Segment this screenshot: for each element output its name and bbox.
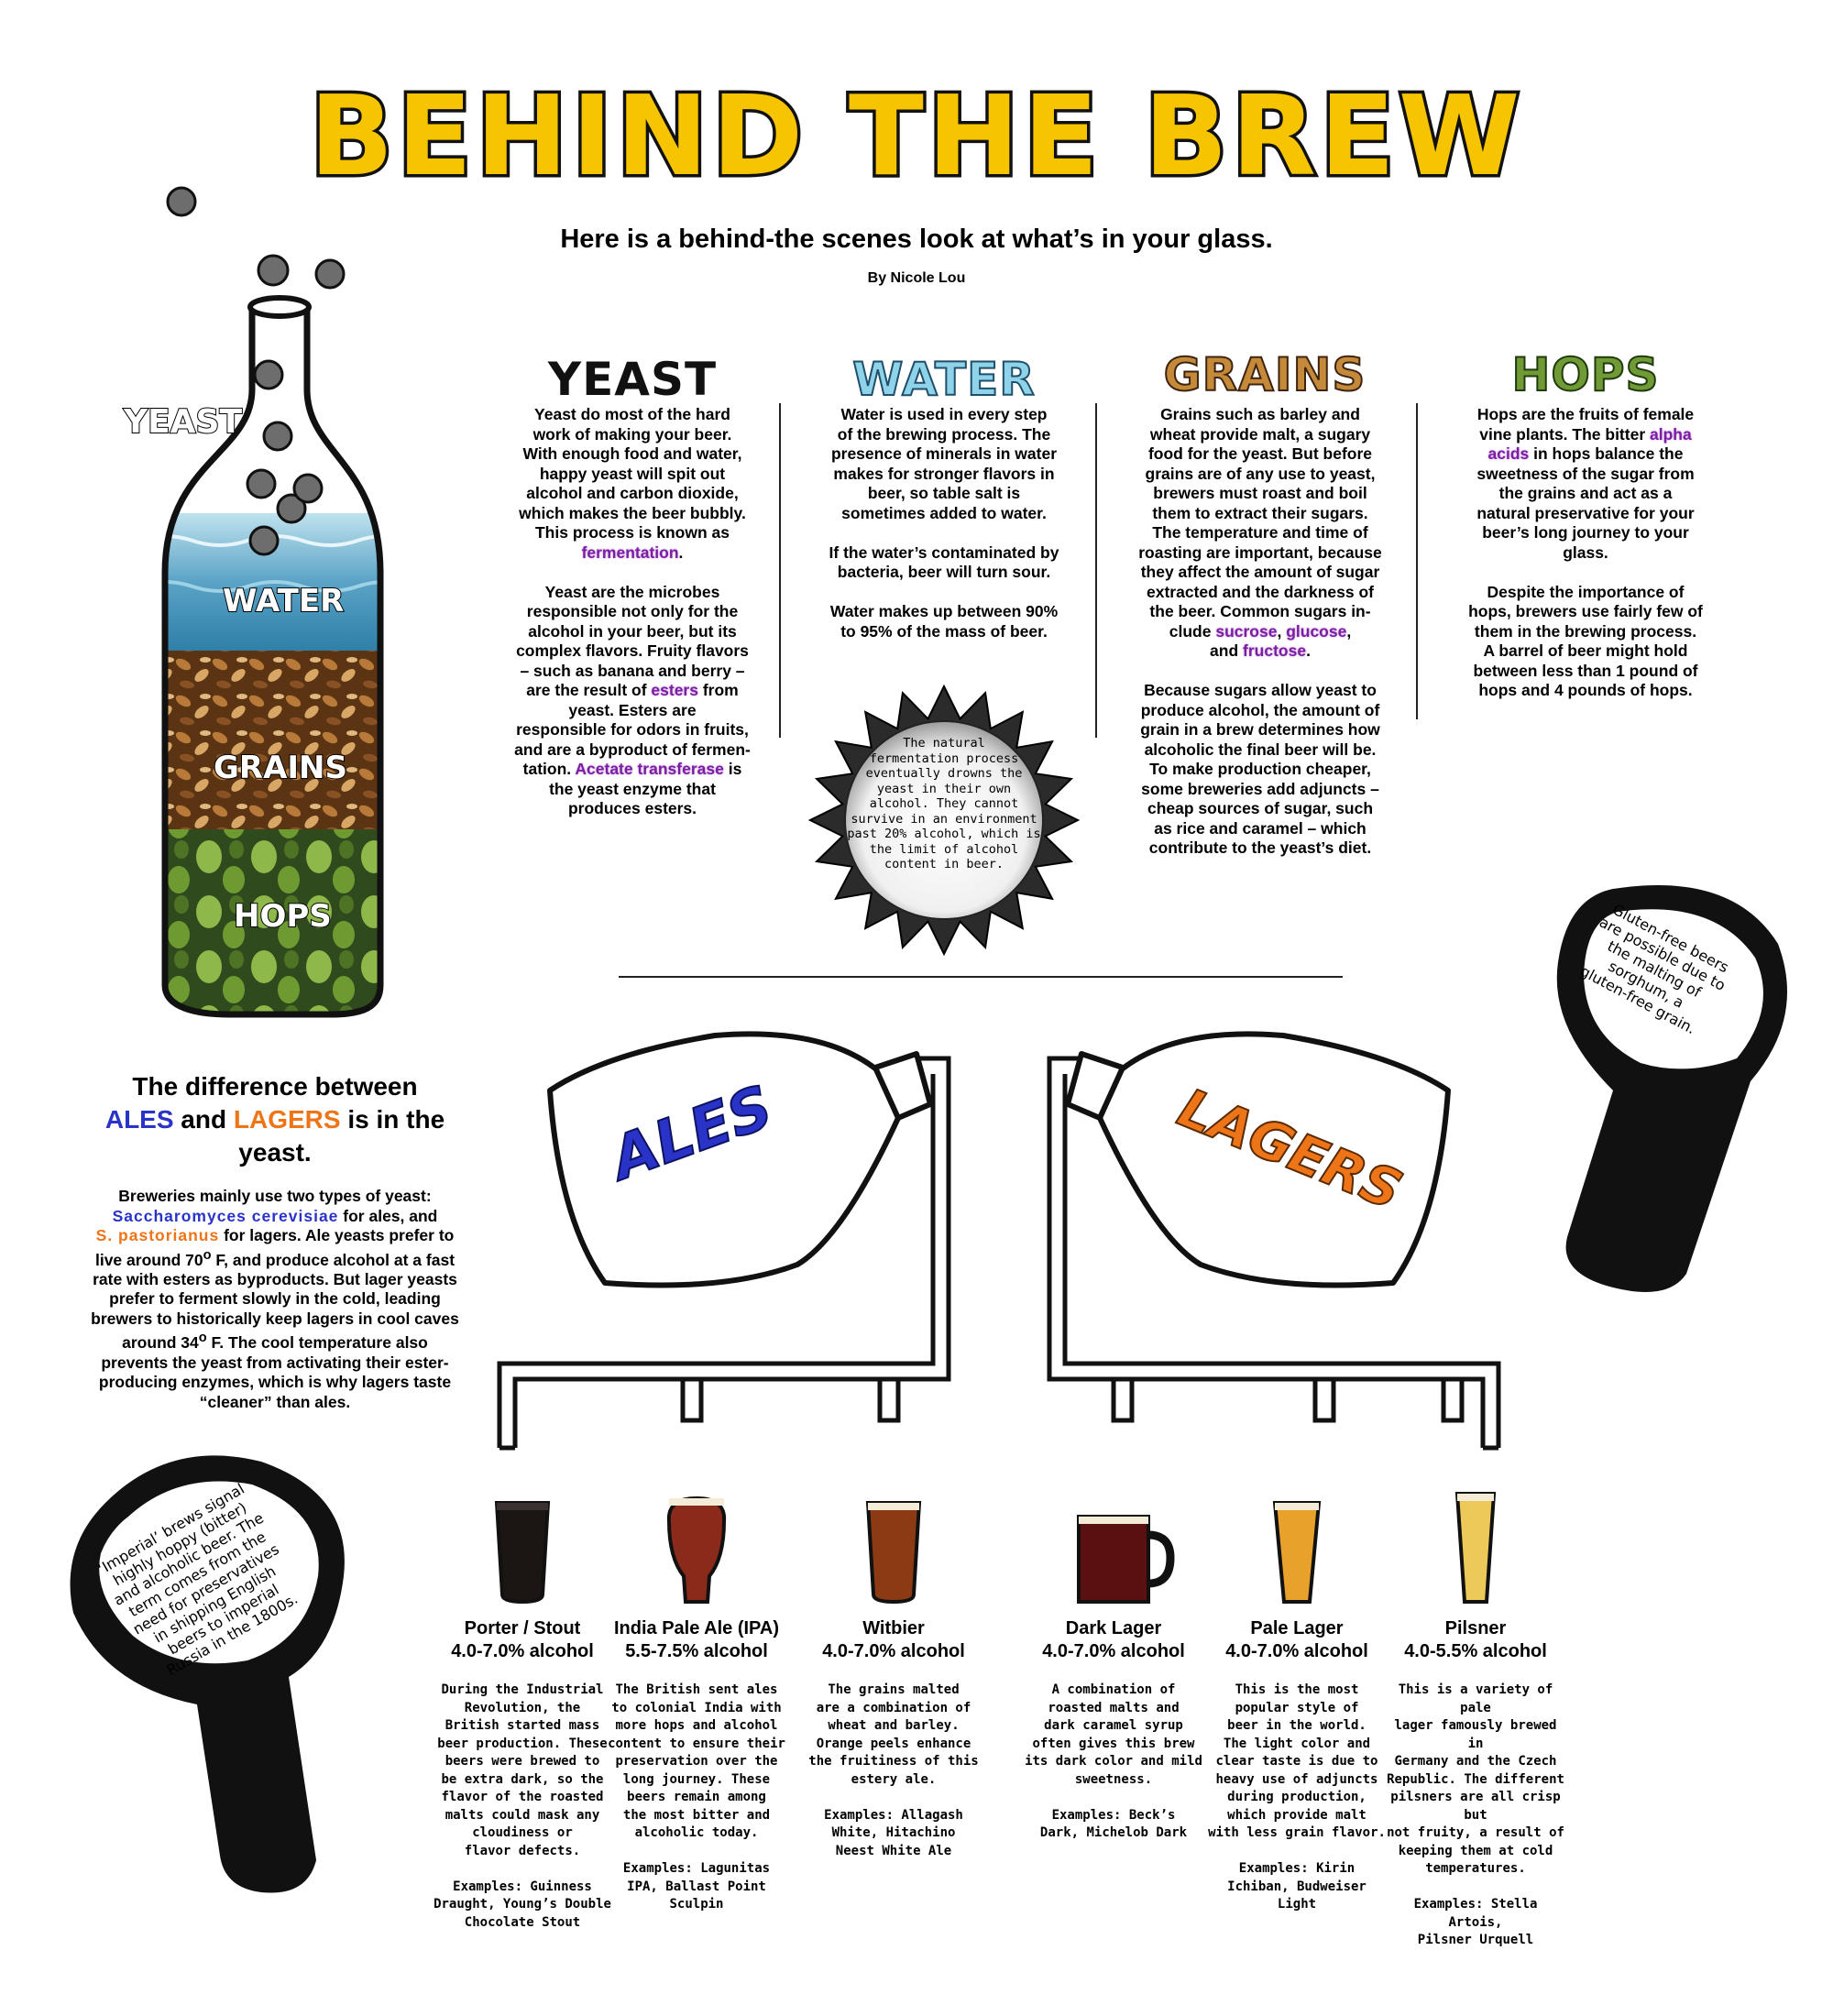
bottle-label-yeast: YEAST	[124, 403, 243, 441]
term-sucrose: sucrose	[1215, 621, 1278, 641]
tap-system-illustration	[495, 1017, 1503, 1494]
beer-glasses	[477, 1466, 1650, 1622]
beer-description: A combination of roasted malts and dark caramel syrup often gives this brew its dark color and mild sweetness. Examples: Beck’s Dark, Michelob Dark	[1025, 1682, 1202, 1840]
grains-text: Grains such as barley and wheat provide malt, a sugary food for the yeast. But before grains are of any use to yeast, brewers must roast and boil them to extract their sugars. The temperature and time of roasting are important, because they affect the amount of sugar extracted and the darkness of the beer. Common sugars in- clude sucrose, glucose, and fructose. Because sugars allow yeast to produce alcohol, the amount of grain in a brew determines how alcoholic the final beer will be. To make production cheaper, some breweries add adjuncts – cheap sources of sugar, such as rice and caramel – which contribute to the yeast’s diet.	[1138, 405, 1382, 857]
beer-glass-1	[669, 1498, 724, 1602]
beer-abv: 4.0-7.0% alcohol	[822, 1641, 965, 1661]
beer-abv: 5.5-7.5% alcohol	[625, 1641, 768, 1661]
beer-glass-2	[868, 1503, 919, 1602]
bottle-label-water: WATER	[223, 583, 345, 619]
beer-style-name: Pilsner	[1444, 1618, 1507, 1638]
beer-style-name: Witbier	[862, 1618, 925, 1638]
sunburst-text: The natural fermentation process eventually drowns the yeast in their own alcohol. They cannot survive in an environment past 20% alcohol, which is the limit of alcohol content in beer.	[847, 736, 1041, 871]
beer-abv: 4.0-7.0% alcohol	[1042, 1641, 1185, 1661]
beer-foam-1	[669, 1498, 724, 1506]
beer-description: The grains malted are a combination of wheat and barley. Orange peels enhance the fruitiness of this estery ale. Examples: Allagash White, Hitachino Neest White Ale	[808, 1682, 979, 1858]
beer-abv: 4.0-7.0% alcohol	[451, 1641, 594, 1661]
hops-heading: HOPS	[1511, 348, 1660, 401]
column-divider	[1416, 403, 1418, 719]
subtitle: Here is a behind-the scenes look at what’s in your glass.	[560, 225, 1273, 254]
beer-description: This is the most popular style of beer in the world. The light color and clear taste is due to heavy use of adjuncts during production, which provide malt with less grain flavor. Examples: Kirin Ichiban, Budweiser Light	[1208, 1682, 1386, 1912]
beer-style-name: Pale Lager	[1250, 1618, 1344, 1638]
byline: By Nicole Lou	[867, 270, 966, 286]
beer-abv: 4.0-5.5% alcohol	[1404, 1641, 1547, 1661]
bottle-label-hops: HOPS	[234, 898, 332, 935]
beer-description: During the Industrial Revolution, the British started mass beer production. These beers were brewed to be extra dark, so the flavor of the roasted malts could mask any cloudiness or flavor defects. Examples: Guinness Draught, Young’s Double Chocolate Stout	[434, 1682, 611, 1930]
beer-description: This is a variety of pale lager famously brewed in Germany and the Czech Republic. The different pilsners are all crisp but not fruity, a result of keeping them at cold temperatures. Examples: Stella Artois, Pilsner Urquell	[1387, 1682, 1564, 1947]
ales-word: ALES	[104, 1105, 174, 1134]
yeast-text: Yeast do most of the hard work of making your beer. With enough food and water, happy yeast will spit out alcohol and carbon dioxide, which makes the beer bubbly. This process is known as fermentation. Yeast are the microbes responsible not only for the alcohol in your beer, but its complex flavors. Fruity flavors – such as banana and berry – are the result of esters from yeast. Esters are responsible for odors in fruits, and are a byproduct of fermen- tation. Acetate transferase is the yeast enzyme that produces esters.	[514, 405, 751, 817]
beer-style-name: Dark Lager	[1065, 1618, 1162, 1638]
beer-glass-5	[1457, 1494, 1494, 1602]
hops-text: Hops are the fruits of female vine plants. The bitter alpha acids in hops balance the sweetness of the sugar from the grains and act as a natural preservative for your beer’s long journey to your glass. Despite the importance of hops, brewers use fairly few of them in the brewing process. A barrel of beer might hold between less than 1 pound of hops and 4 pounds of hops.	[1468, 405, 1703, 699]
opener-left-text: ‘Imperial’ brews signal highly hoppy (bitter) and alcoholic beer. The term comes from the need for preservatives in shipping English beers to imperial Russia in the 1800s.	[94, 1479, 302, 1680]
ales-jug-label: ALES	[602, 1073, 782, 1194]
species-pastorianus: S. pastorianus	[95, 1226, 220, 1244]
term-alpha-acids: alpha acids	[1487, 424, 1692, 463]
beer-glass-0	[497, 1503, 548, 1602]
beer-foam-4	[1275, 1503, 1319, 1510]
beer-foam-3	[1079, 1517, 1148, 1524]
section-divider	[619, 976, 1343, 978]
term-esters: esters	[651, 681, 698, 699]
difference-text: Breweries mainly use two types of yeast: Saccharomyces cerevisiae for ales, and S. pastorianus for lagers. Ale yeasts prefer to live around 70$^o$ F, and produce alcohol at a fast rate with esters as byproducts. But lager yeasts prefer to ferment slowly in the cold, leading brewers to historically keep lagers in cool caves around 34$^o$ F. The cool temperature also prevents the yeast from activating their ester-producing enzymes, which is why lagers taste “cleaner” than ales.	[91, 1187, 459, 1411]
lagers-jug-label: LAGERS	[1169, 1076, 1410, 1222]
beer-foam-5	[1457, 1494, 1494, 1501]
difference-heading: The difference between ALES and LAGERS is in the yeast.	[104, 1072, 445, 1167]
beer-style-name: India Pale Ale (IPA)	[613, 1618, 780, 1638]
beer-foam-0	[497, 1503, 548, 1510]
column-divider	[1095, 403, 1097, 738]
water-heading: WATER	[852, 353, 1036, 406]
beer-abv: 4.0-7.0% alcohol	[1225, 1641, 1368, 1661]
term-acetate-transferase: Acetate transferase	[575, 760, 724, 778]
term-glucose: glucose	[1286, 621, 1347, 641]
beer-style-name: Porter / Stout	[464, 1618, 581, 1638]
species-cerevisiae: Saccharomyces cerevisiae	[112, 1206, 339, 1225]
water-text: Water is used in every step of the brewing process. The presence of minerals in water makes for stronger flavors in beer, so table salt is sometimes added to water. If the water’s contaminated by bacteria, beer will turn sour. Water makes up between 90% to 95% of the mass of beer.	[829, 405, 1059, 641]
lagers-word: LAGERS	[233, 1105, 341, 1134]
bottle-label-grains: GRAINS	[214, 750, 347, 786]
mug-handle	[1148, 1535, 1170, 1583]
yeast-heading: YEAST	[547, 353, 718, 406]
beer-glass-4	[1275, 1503, 1319, 1602]
beer-foam-2	[868, 1503, 919, 1510]
page-title: BEHIND THE BREW	[309, 73, 1524, 201]
grains-heading: GRAINS	[1163, 348, 1367, 401]
term-fructose: fructose	[1243, 641, 1307, 660]
beer-glass-3	[1079, 1517, 1148, 1602]
opener-right-text: Gluten-free beers are possible due to the malting of sorghum, a gluten-free grain.	[1577, 900, 1732, 1038]
term-fermentation: fermentation	[581, 542, 679, 562]
beer-description: The British sent ales to colonial India with more hops and alcohol content to ensure their preservation over the long journey. These beers remain among the most bitter and alcoholic today. Examples: Lagunitas IPA, Ballast Point Sculpin	[608, 1682, 785, 1912]
